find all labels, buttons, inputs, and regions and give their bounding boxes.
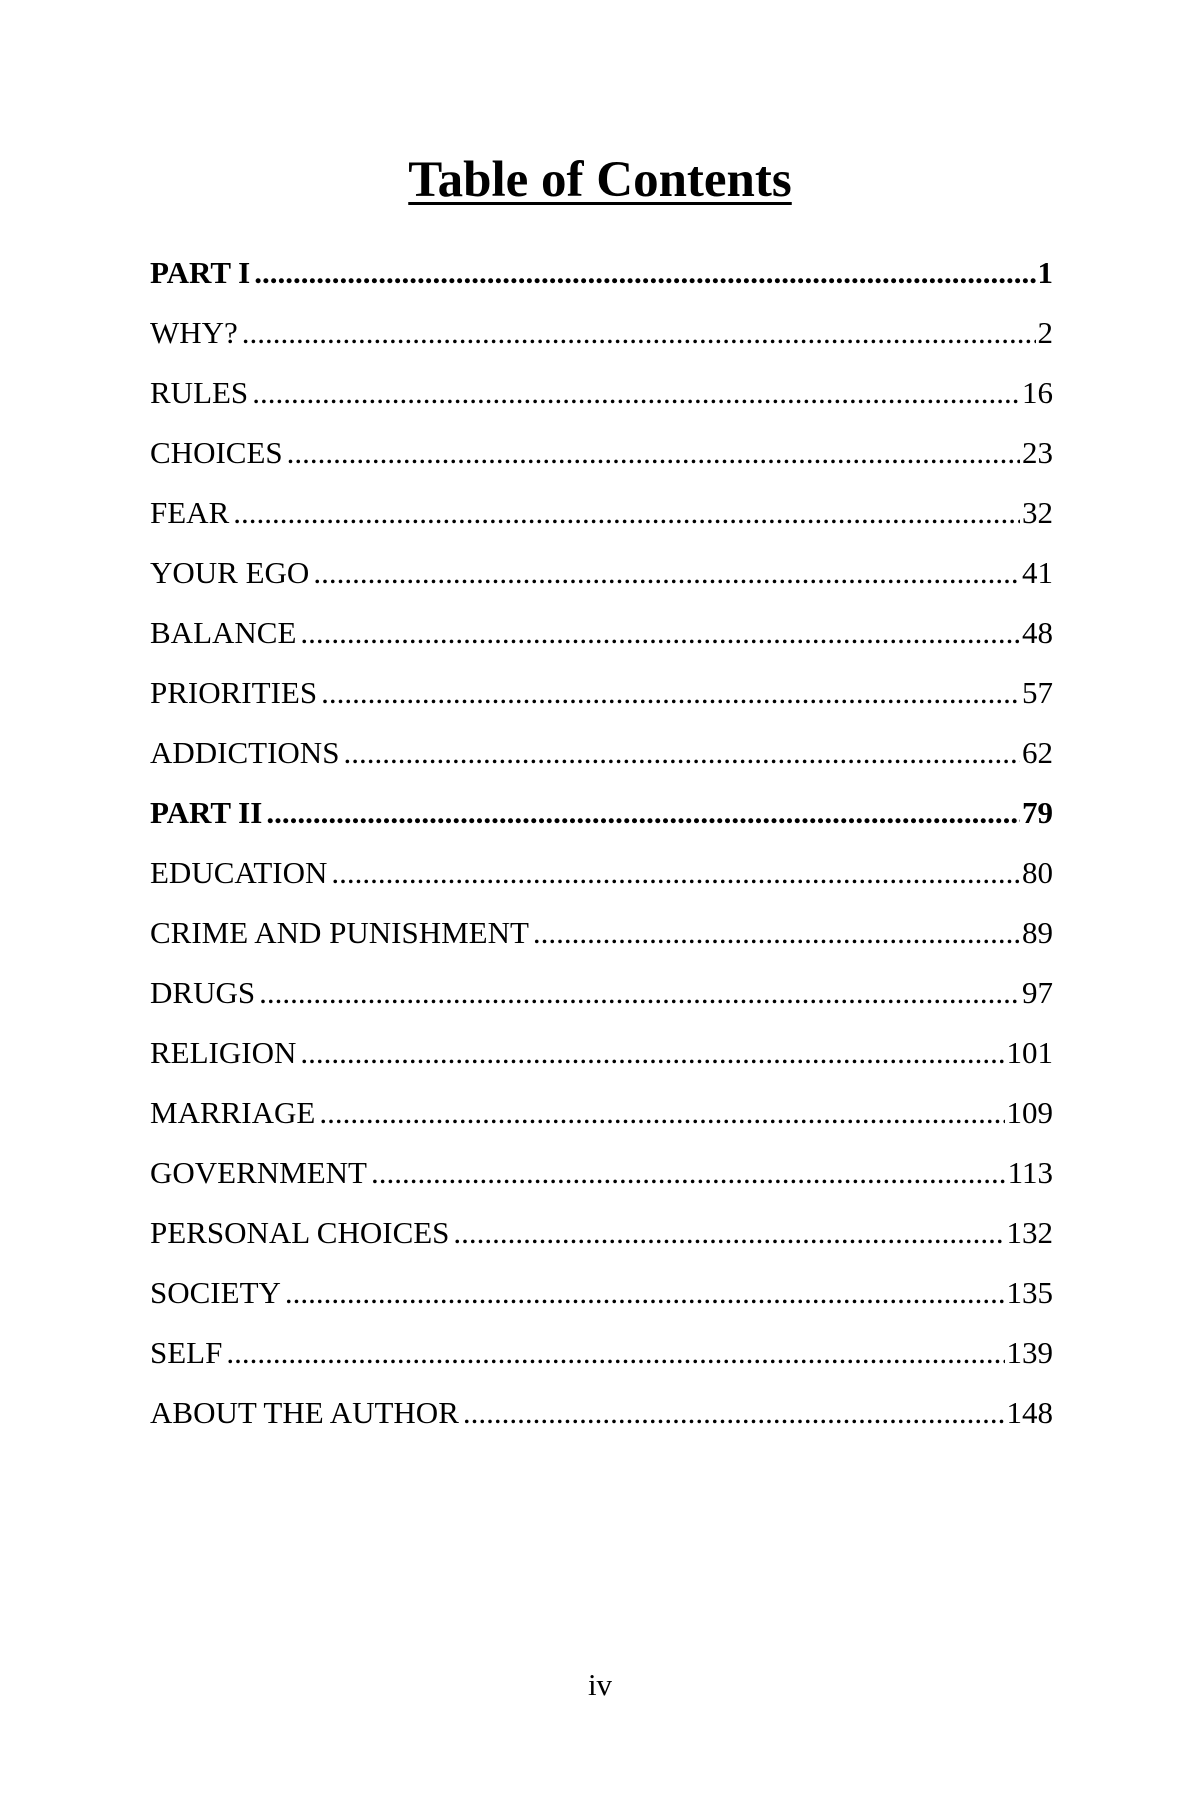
toc-entry[interactable] bbox=[150, 1323, 1053, 1383]
toc-entry[interactable] bbox=[150, 1203, 1053, 1263]
dot-leader bbox=[266, 783, 1020, 843]
toc-entry-title: ABOUT THE AUTHOR bbox=[150, 1395, 459, 1430]
toc-entry-title: DRUGS bbox=[150, 975, 256, 1010]
toc-entry-page: 23 bbox=[1022, 435, 1053, 470]
toc-entry-page: 97 bbox=[1022, 975, 1053, 1010]
toc-entry[interactable] bbox=[150, 363, 1053, 423]
dot-leader bbox=[259, 963, 1020, 1023]
toc-entry-page: 1 bbox=[1037, 255, 1053, 290]
toc-entry[interactable] bbox=[150, 603, 1053, 663]
toc-list bbox=[150, 243, 1053, 1443]
dot-leader bbox=[285, 1263, 1005, 1323]
toc-heading-text: Table of Contents bbox=[408, 152, 792, 208]
toc-entry[interactable] bbox=[150, 303, 1053, 363]
toc-entry-page: 80 bbox=[1022, 855, 1053, 890]
toc-entry-title: YOUR EGO bbox=[150, 555, 310, 590]
toc-entry[interactable] bbox=[150, 1083, 1053, 1143]
toc-entry-title: RELIGION bbox=[150, 1035, 297, 1070]
toc-entry-title: PERSONAL CHOICES bbox=[150, 1215, 450, 1250]
toc-entry-title: SOCIETY bbox=[150, 1275, 281, 1310]
toc-entry-page: 32 bbox=[1022, 495, 1053, 530]
toc-entry-page: 79 bbox=[1022, 795, 1053, 830]
toc-part-entry[interactable] bbox=[150, 243, 1053, 303]
dot-leader bbox=[300, 603, 1020, 663]
toc-entry-title: PRIORITIES bbox=[150, 675, 318, 710]
toc-entry-title: FEAR bbox=[150, 495, 230, 530]
toc-heading bbox=[0, 150, 1200, 210]
toc-entry-page: 41 bbox=[1022, 555, 1053, 590]
toc-entry[interactable] bbox=[150, 843, 1053, 903]
dot-leader bbox=[533, 903, 1020, 963]
dot-leader bbox=[254, 243, 1035, 303]
toc-entry-page: 113 bbox=[1007, 1155, 1053, 1190]
dot-leader bbox=[242, 303, 1036, 363]
page-number: iv bbox=[587, 1667, 613, 1702]
toc-entry[interactable] bbox=[150, 723, 1053, 783]
toc-entry[interactable] bbox=[150, 1143, 1053, 1203]
toc-entry[interactable] bbox=[150, 1383, 1053, 1443]
toc-entry[interactable] bbox=[150, 663, 1053, 723]
toc-entry-page: 148 bbox=[1006, 1395, 1053, 1430]
toc-entry[interactable] bbox=[150, 483, 1053, 543]
toc-part-entry[interactable] bbox=[150, 783, 1053, 843]
toc-entry-title: EDUCATION bbox=[150, 855, 328, 890]
toc-entry-title: GOVERNMENT bbox=[150, 1155, 367, 1190]
toc-entry-page: 135 bbox=[1006, 1275, 1053, 1310]
dot-leader bbox=[343, 723, 1020, 783]
toc-entry[interactable] bbox=[150, 423, 1053, 483]
toc-entry-page: 109 bbox=[1006, 1095, 1053, 1130]
dot-leader bbox=[331, 843, 1020, 903]
toc-entry-title: CHOICES bbox=[150, 435, 283, 470]
dot-leader bbox=[321, 663, 1020, 723]
toc-entry[interactable] bbox=[150, 963, 1053, 1023]
toc-entry-page: 139 bbox=[1006, 1335, 1053, 1370]
dot-leader bbox=[300, 1023, 1004, 1083]
toc-entry-page: 62 bbox=[1022, 735, 1053, 770]
toc-entry-page: 2 bbox=[1037, 315, 1053, 350]
toc-entry-page: 16 bbox=[1022, 375, 1053, 410]
dot-leader bbox=[463, 1383, 1005, 1443]
dot-leader bbox=[371, 1143, 1006, 1203]
dot-leader bbox=[287, 423, 1020, 483]
toc-entry-title: ADDICTIONS bbox=[150, 735, 340, 770]
toc-entry[interactable] bbox=[150, 903, 1053, 963]
toc-entry-page: 89 bbox=[1022, 915, 1053, 950]
toc-entry-page: 57 bbox=[1022, 675, 1053, 710]
toc-entry-page: 132 bbox=[1006, 1215, 1053, 1250]
toc-entry-title: BALANCE bbox=[150, 615, 297, 650]
toc-entry-title: SELF bbox=[150, 1335, 223, 1370]
dot-leader bbox=[252, 363, 1020, 423]
toc-entry[interactable] bbox=[150, 1023, 1053, 1083]
toc-entry[interactable] bbox=[150, 543, 1053, 603]
toc-entry-title: RULES bbox=[150, 375, 249, 410]
dot-leader bbox=[233, 483, 1020, 543]
dot-leader bbox=[453, 1203, 1004, 1263]
toc-entry-page: 101 bbox=[1006, 1035, 1053, 1070]
toc-entry-title: CRIME AND PUNISHMENT bbox=[150, 915, 529, 950]
dot-leader bbox=[226, 1323, 1004, 1383]
toc-entry-title: PART I bbox=[150, 255, 251, 290]
toc-entry[interactable] bbox=[150, 1263, 1053, 1323]
toc-entry-page: 48 bbox=[1022, 615, 1053, 650]
dot-leader bbox=[313, 543, 1020, 603]
toc-entry-title: WHY? bbox=[150, 315, 238, 350]
toc-entry-title: PART II bbox=[150, 795, 263, 830]
dot-leader bbox=[319, 1083, 1004, 1143]
toc-entry-title: MARRIAGE bbox=[150, 1095, 316, 1130]
